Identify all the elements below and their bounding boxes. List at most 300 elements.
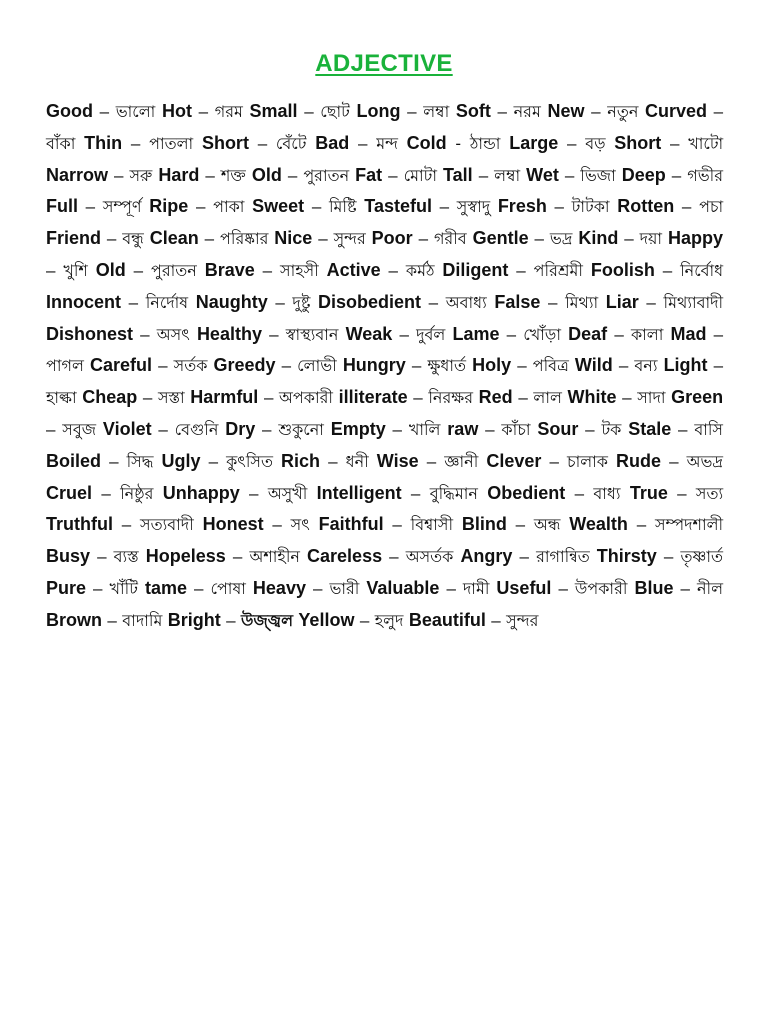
vocab-entry [409,611,539,631]
bengali-meaning: খালি [408,419,441,439]
vocab-entry [597,547,723,567]
english-word: Useful [496,577,552,598]
english-word: illiterate [338,387,408,408]
english-word: Innocent [46,291,121,312]
bengali-meaning: ক্ষুধার্ত [427,356,467,376]
dash-separator: – [205,165,215,185]
vocab-entry [150,229,269,249]
english-word: Deaf [568,323,608,344]
dash-separator: – [624,229,634,249]
dash-separator: – [226,610,236,630]
bengali-meaning: পাগল [46,356,84,376]
dash-separator: – [518,388,528,408]
bengali-meaning: জ্ঞানী [444,451,479,471]
vocab-entry [407,134,501,154]
english-word: Mad [670,323,707,344]
vocab-entry [318,293,487,313]
dash-separator: – [574,483,585,503]
dash-separator: – [517,356,527,376]
dash-separator: – [114,165,124,185]
bengali-meaning: শুকুনো [278,419,324,439]
english-word: Friend [46,228,102,249]
vocab-entry [46,547,139,567]
vocab-entry [327,261,435,281]
english-word: Cold [406,132,447,153]
english-word: Short [201,132,249,153]
bengali-meaning: সুস্বাদু [456,197,491,217]
vocab-entry [494,293,598,313]
vocab-entry [472,356,569,376]
dash-separator: – [491,610,501,630]
english-word: Faithful [318,514,384,535]
dash-separator: – [109,451,119,471]
vocab-entry [473,229,573,249]
english-word: Naughty [195,291,268,312]
english-word: Tasteful [364,196,432,217]
bengali-meaning: অশাহীন [249,547,300,567]
bengali-meaning: নির্বোধ [680,260,724,280]
dash-separator: – [428,292,439,312]
dash-separator: – [669,451,679,471]
english-word: Cruel [46,482,93,503]
english-word: Active [326,259,381,280]
english-word: Gentle [472,228,529,249]
dash-separator: – [311,197,322,217]
bengali-meaning: সত্য [695,483,724,503]
vocab-entry [575,356,658,376]
dash-separator: – [662,260,673,280]
english-word: White [567,387,617,408]
english-word: Careless [307,546,383,567]
english-word: False [494,291,541,312]
dash-separator: – [269,324,279,344]
bengali-meaning: পরিশ্রমী [533,260,583,280]
vocab-entry [253,579,359,599]
english-word: Unhappy [162,482,240,503]
vocab-entry [315,134,398,154]
english-word: Tall [443,164,473,185]
english-word: Hot [161,101,192,121]
english-word: Healthy [196,323,262,344]
dash-separator: – [618,356,629,376]
english-word: Sour [537,418,579,439]
bengali-meaning: লম্বা [494,165,521,185]
bengali-meaning: টাটকা [571,197,610,217]
bengali-meaning: দামী [462,578,490,598]
bengali-meaning: পাকা [213,197,245,217]
english-word: Kind [578,228,619,249]
vocab-entry [509,134,605,154]
dash-separator: – [263,388,274,408]
dash-separator: – [46,260,56,280]
bengali-meaning: ধনী [345,451,369,471]
english-word: Pure [46,577,87,598]
dash-separator: – [106,229,117,249]
dash-separator: – [564,165,575,185]
bengali-meaning: কালা [630,324,664,344]
page-title: ADJECTIVE [315,50,453,77]
vocab-entry [339,388,473,408]
vocab-entry [622,166,723,186]
english-word: Large [509,132,559,153]
english-word: Boiled [46,450,102,471]
bengali-meaning: টক [601,419,622,439]
bengali-meaning: তৃষ্ণার্ত [680,547,723,567]
dash-separator: – [713,356,724,376]
bengali-meaning: নিষ্ঠুর [120,483,154,503]
english-word: Fresh [497,196,547,217]
dash-separator: – [549,451,559,471]
bengali-meaning: সস্তা [157,388,185,408]
dash-separator: – [312,578,323,598]
bengali-meaning: মিথ্যা [565,292,599,312]
bengali-meaning: অসুখী [267,483,308,503]
dash-separator: – [411,356,422,376]
english-word: Foolish [590,259,655,280]
dash-separator: – [392,419,403,439]
bengali-meaning: শক্ত [220,165,246,185]
vocab-entry [568,388,666,408]
bengali-meaning: পুরাতন [303,165,350,185]
dash-separator: – [193,578,204,598]
english-word: Bad [315,132,350,153]
dash-separator: – [534,229,544,249]
english-word: Long [356,101,401,121]
dash-separator: – [272,515,282,535]
english-word: Disobedient [318,291,422,312]
vocab-entry [456,102,541,122]
english-word: Narrow [46,164,109,185]
bengali-meaning: লোভী [297,356,337,376]
bengali-meaning: দুষ্টু [292,292,311,312]
dash-separator: – [439,197,450,217]
bengali-meaning: উপকারী [574,578,628,598]
vocab-entry [569,515,723,535]
bengali-meaning: গভীর [687,165,724,185]
dash-separator: – [97,547,107,567]
vocab-entry [487,484,620,504]
vocab-entry [355,166,437,186]
bengali-meaning: খাঁটি [109,578,138,598]
vocab-entry [496,579,627,599]
dash-separator: – [681,197,692,217]
english-word: Stale [628,418,672,439]
english-word: Small [249,101,298,121]
bengali-meaning: সর্তক [173,356,208,376]
vocab-entry [479,388,562,408]
vocab-entry [46,611,162,631]
english-word: Brown [46,609,102,630]
vocab-entry [614,134,723,154]
bengali-meaning: অন্ধ [533,515,561,535]
dash-separator: – [359,610,370,630]
dash-separator: – [287,165,298,185]
english-word: Old [251,164,282,185]
english-word: Cheap [82,387,138,408]
english-word: Short [614,132,662,153]
english-word: Beautiful [408,609,486,630]
english-word: Violet [102,418,152,439]
dash-separator: – [399,324,409,344]
bengali-meaning: সুন্দর [506,610,539,630]
bengali-meaning: লাল [533,388,562,408]
english-word: Truthful [46,514,113,535]
vocab-entry [103,420,219,440]
dash-separator: – [591,102,601,121]
english-word: Ripe [149,196,189,217]
english-word: Diligent [442,259,509,280]
bengali-meaning: বন্য [634,356,658,376]
bengali-meaning: ঠান্ডা [469,133,501,153]
vocab-entry [46,484,153,504]
bengali-meaning: সৎ [290,515,310,535]
bengali-meaning: বেগুনি [174,419,219,439]
dash-separator: – [232,547,243,567]
dash-separator: – [497,102,507,121]
bengali-meaning: কর্মঠ [405,260,435,280]
english-word: Obedient [487,482,566,503]
vocab-entry [443,166,520,186]
bengali-meaning: ব্যস্ত [113,547,139,567]
vocab-entry [46,452,153,472]
bengali-meaning: পচা [699,197,724,217]
bengali-meaning: পরিষ্কার [220,229,269,249]
dash-separator: – [622,388,632,408]
dash-separator: – [671,165,682,185]
vocab-entry [82,388,184,408]
bengali-meaning: কুৎসিত [226,451,273,471]
bengali-meaning: মন্দ [376,133,398,153]
english-word: Ugly [161,450,201,471]
dash-separator: – [388,165,398,185]
english-word: Old [95,259,126,280]
english-word: Fat [355,164,383,185]
dash-separator: – [426,451,437,471]
english-word: Soft [455,101,491,121]
vocab-entry [163,484,308,504]
vocab-entry [158,166,246,186]
vocab-entry [46,166,152,186]
bengali-meaning: পোষা [210,578,246,598]
bengali-meaning: সম্পদশালী [655,515,724,535]
english-word: Wise [376,450,419,471]
dash-separator: – [516,260,526,280]
bengali-meaning: সিদ্ধ [126,451,154,471]
bengali-meaning: গরম [214,102,243,121]
english-word: tame [144,577,187,598]
bengali-meaning: খোঁড়া [523,324,561,344]
bengali-meaning: বন্ধু [122,229,144,249]
english-word: Brave [204,259,255,280]
dash-separator: – [262,260,273,280]
english-word: Busy [46,546,91,567]
bengali-meaning: দয়া [639,229,663,249]
vocab-entry [298,611,403,631]
english-word: Empty [330,418,386,439]
dash-separator: – [614,324,624,344]
english-word: Thin [84,132,123,153]
english-word: Clever [486,450,542,471]
english-word: Full [46,196,78,217]
vocab-entry [225,420,324,440]
bengali-meaning: মিথ্যাবাদী [663,292,724,312]
bengali-meaning: নির্দোষ [145,292,189,312]
english-word: Poor [371,228,413,249]
vocab-entry [84,134,193,154]
vocab-entry [202,134,307,154]
vocab-entry [630,484,723,504]
bengali-meaning: পুরাতন [151,260,197,280]
english-word: Thirsty [596,546,657,567]
dash-separator: – [392,515,402,535]
vocab-entry [281,452,369,472]
dash-separator: – [357,133,368,153]
vocab-entry [591,261,723,281]
vocab-entry [205,261,319,281]
bengali-meaning: অসর্তক [405,547,454,567]
dash-separator: – [515,515,526,535]
english-word: Angry [460,546,513,567]
vocabulary-list [46,96,723,637]
dash-separator: – [646,292,656,312]
english-word: raw [447,418,479,439]
english-word: Careful [90,355,153,376]
vocab-entry [537,420,621,440]
vocab-entry [168,611,293,631]
bengali-meaning: ভালো [115,102,156,121]
bengali-meaning: খাটো [688,133,724,153]
bengali-meaning: নরম [513,102,541,121]
english-word: Lame [452,323,500,344]
bengali-meaning: নতুন [607,102,639,121]
dash-separator: – [249,483,259,503]
dash-separator: – [140,324,150,344]
vocab-entry [460,547,589,567]
vocab-entry [606,293,723,313]
dash-separator: – [485,419,495,439]
english-word: Wild [574,355,613,376]
english-word: Green [671,387,724,408]
english-word: Happy [667,228,723,249]
dash-separator: – [554,197,564,217]
bengali-meaning: গরীব [433,229,467,249]
vocab-entry [319,515,453,535]
english-word: Weak [345,323,393,344]
english-word: Dry [225,418,256,439]
english-word: Rotten [617,196,675,217]
english-word: True [629,482,668,503]
dash-separator: – [257,133,268,153]
vocab-entry [442,261,583,281]
vocab-entry [377,452,479,472]
dash-separator: – [195,197,206,217]
vocab-entry [343,356,466,376]
english-word: Bright [167,609,221,630]
bengali-meaning: হাল্কা [46,388,77,408]
vocab-entry [190,388,333,408]
dash-separator: – [99,102,110,121]
vocab-entry [46,293,188,313]
bengali-meaning: বিশ্বাসী [410,515,454,535]
vocab-entry [46,197,142,217]
bengali-meaning: চালাক [566,451,608,471]
bengali-meaning: সবুজ [62,419,97,439]
dash-separator: – [713,324,724,344]
vocab-entry [548,102,639,122]
vocab-entry [146,547,300,567]
bengali-meaning: নিরক্ষর [428,388,474,408]
vocab-entry [162,452,273,472]
vocab-entry [447,420,530,440]
english-word: Hopeless [145,546,226,567]
vocab-entry [617,197,723,217]
bengali-meaning: ভারী [329,578,360,598]
vocab-entry [331,420,441,440]
dash-separator: – [204,229,215,249]
vocab-entry [616,452,723,472]
bengali-meaning: পবিত্র [532,356,569,376]
bengali-meaning: বাধ্য [593,483,621,503]
vocab-entry [578,229,662,249]
bengali-meaning: বাসি [694,419,724,439]
vocab-entry [46,102,155,122]
dash-separator: – [410,483,421,503]
vocab-entry [366,579,489,599]
dash-separator: – [585,419,595,439]
dash-separator: – [663,547,674,567]
dash-separator: – [208,451,219,471]
dash-separator: – [636,515,647,535]
dash-separator: – [418,229,429,249]
bengali-meaning: লম্বা [423,102,450,121]
dash-separator: – [318,229,328,249]
bengali-meaning: ভিজা [580,165,616,185]
bengali-meaning: বেঁটে [275,133,307,153]
bengali-meaning: বুদ্ধিমান [429,483,478,503]
english-word: Blue [634,577,674,598]
english-word: Red [478,387,513,408]
bengali-meaning: উজ্জ্বল [241,610,294,630]
vocab-entry [274,229,366,249]
bengali-meaning: বড় [585,133,606,153]
english-word: Hard [158,164,200,185]
dash-separator: – [566,133,577,153]
english-word: Holy [472,355,512,376]
bengali-meaning: কাঁচা [501,419,531,439]
bengali-meaning: রাগান্বিত [536,547,590,567]
dash-separator: – [328,451,338,471]
vocab-entry [46,515,194,535]
english-word: Blind [461,514,507,535]
english-word: Deep [621,164,666,185]
english-word: Light [663,355,708,376]
vocab-entry [46,579,138,599]
dash-separator: – [680,578,690,598]
bengali-meaning: মিষ্টি [328,197,357,217]
dash-separator: - [455,133,462,153]
bengali-meaning: স্বাস্থ্যবান [285,324,339,344]
bengali-meaning: অভদ্র [686,451,724,471]
dash-separator: – [677,483,687,503]
vocab-entry [346,325,446,345]
vocab-entry [634,579,723,599]
dash-separator: – [142,388,153,408]
english-word: Wealth [569,514,628,535]
english-word: Liar [605,291,639,312]
bengali-meaning: বাঁকা [46,133,76,153]
vocab-entry [214,356,337,376]
bengali-meaning: হলুদ [374,610,404,630]
